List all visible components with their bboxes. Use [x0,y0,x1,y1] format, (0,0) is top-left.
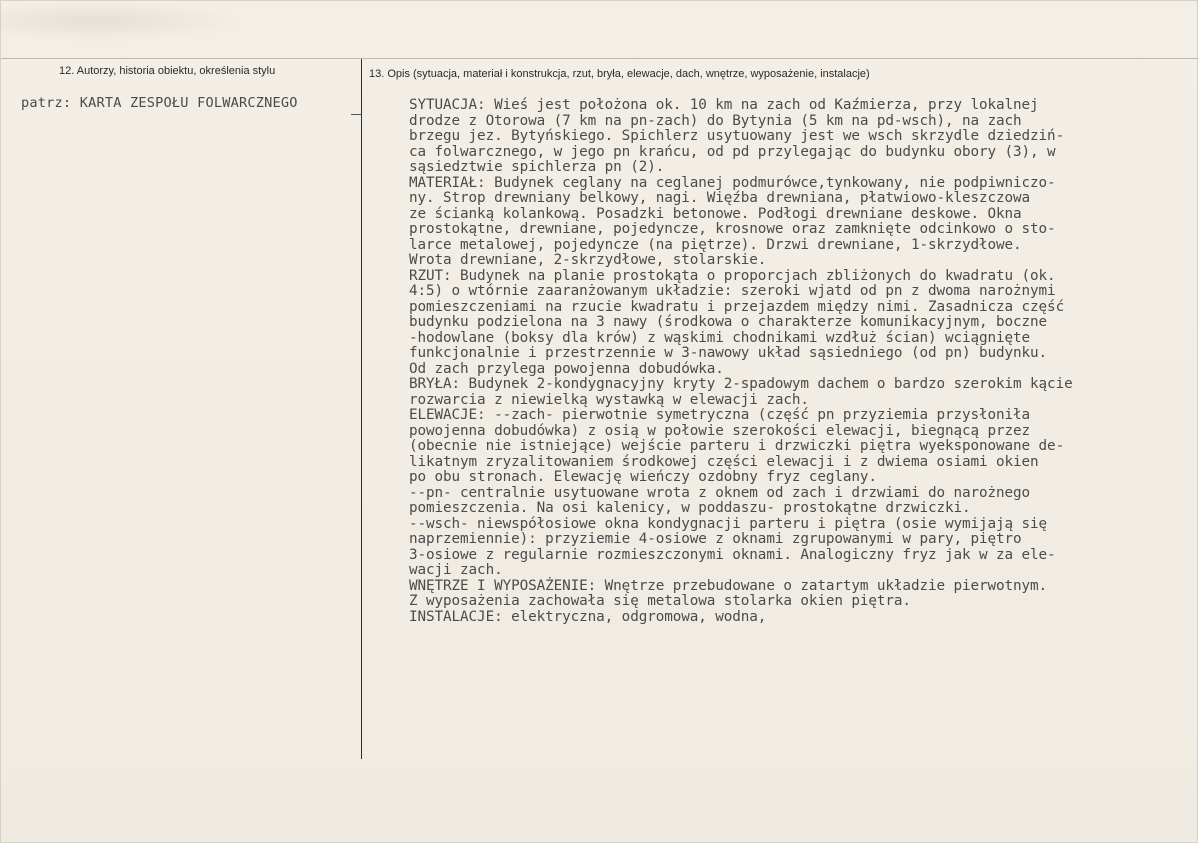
header-rule [1,58,1198,59]
description-line: (obecnie nie istniejące) wejście parteru i drzwiczki piętra wyeksponowane de- [409,438,1065,454]
column-divider [361,59,362,759]
description-line: 3-osiowe z regularnie rozmieszczonymi oknami. Analogiczny fryz jak w za ele- [409,546,1056,563]
description-line: likatnym zryzalitowaniem środkowej części elewacji i z dwiema osiami okien [409,453,1039,470]
paper-smudge [1,1,241,41]
description-line: WNĘTRZE I WYPOSAŻENIE: Wnętrze przebudowane o zatartym układzie pierwotnym. [409,577,1048,594]
description-line: budynku podzielona na 3 nawy (środkowa o charakterze komunikacyjnym, boczne [409,314,1048,330]
description-line: po obu stronach. Elewację wieńczy ozdobny fryz ceglany. [409,469,877,485]
description-line: Od zach przylega powojenna dobudówka. [409,360,724,377]
description-line: wacji zach. [409,562,503,578]
description-line: MATERIAŁ: Budynek ceglany na ceglanej podmurówce,tynkowany, nie podpiwniczo- [409,174,1056,191]
description-line: --pn- centralnie usytuowane wrota z oknem od zach i drzwiami do narożnego [409,484,1031,501]
description-line: prostokątne, drewniane, pojedyncze, krosnowe oraz zamknięte odcinkowo o sto- [409,221,1056,237]
description-line: ny. Strop drewniany belkowy, nagi. Więźba drewniana, płatwiowo-kleszczowa [409,190,1031,206]
description-text-block [409,98,1189,625]
description-line: INSTALACJE: elektryczna, odgromowa, wodna, [409,608,767,625]
description-line: naprzemiennie): przyziemie 4-osiowe z oknami zgrupowanymi w pary, piętro [409,531,1022,547]
description-line: pomieszczenia. Na osi kalenicy, w poddaszu- prostokątne drzwiczki. [409,500,971,516]
description-line: sąsiedztwie spichlerza pn (2). [409,159,665,175]
description-line: --wsch- niewspółosiowe okna kondygnacji parteru i piętra (osie wymijają się [409,515,1048,532]
description-line: funkcjonalnie i przestrzennie w 3-nawowy układ sąsiedniego (od pn) budynku. [409,345,1048,361]
description-line: Z wyposażenia zachowała się metalowa stolarka okien piętra. [409,593,911,609]
description-line: Wrota drewniane, 2-skrzydłowe, stolarskie. [409,252,767,268]
section-12-header: 12. Autorzy, historia obiektu, określenia stylu [59,65,276,77]
description-line: BRYŁA: Budynek 2-kondygnacyjny kryty 2-spadowym dachem o bardzo szerokim kącie [409,376,1073,392]
description-line: powojenna dobudówka) z osią w połowie szerokości elewacji, biegnącą przez [409,422,1031,439]
description-line: SYTUACJA: Wieś jest położona ok. 10 km na zach od Kaźmierza, przy lokalnej [409,97,1039,113]
description-line: 4:5) o wtórnie zaaranżowanym układzie: szeroki wjatd od pn z dwoma narożnymi [409,283,1056,299]
description-line: drodze z Otorowa (7 km na pn-zach) do Bytynia (5 km na pd-wsch), na zach [409,112,1022,129]
description-line: pomieszczeniami na rzucie kwadratu i przejazdem między nimi. Zasadnicza część [409,298,1065,315]
typed-underline [351,114,361,115]
description-line: ca folwarcznego, w jego pn krańcu, od pd przylegając do budynku obory (3), w [409,143,1056,160]
description-line: ELEWACJE: --zach- pierwotnie symetryczna (część pn przyziemia przysłoniła [409,407,1031,423]
description-line: -hodowlane (boksy dla krów) z wąskimi chodnikami wzdłuż ścian) wciągnięte [409,329,1031,346]
description-line: brzegu jez. Bytyńskiego. Spichlerz usytuowany jest we wsch skrzydle dziedziń- [409,128,1065,144]
description-line: larce metalowej, pojedyncze (na piętrze). Drzwi drewniane, 1-skrzydłowe. [409,236,1022,253]
description-line: RZUT: Budynek na planie prostokąta o proporcjach zbliżonych do kwadratu (ok. [409,267,1056,284]
authors-reference-text: patrz: KARTA ZESPOŁU FOLWARCZNEGO [21,95,298,111]
section-13-header: 13. Opis (sytuacja, materiał i konstrukcja, rzut, bryła, elewacje, dach, wnętrze, wyposażenie, instalacje) [369,68,870,80]
description-line: ze ścianką kolankową. Posadzki betonowe. Podłogi drewniane deskowe. Okna [409,205,1022,222]
description-line: rozwarcia z niewielką wystawką w elewacji zach. [409,391,809,408]
